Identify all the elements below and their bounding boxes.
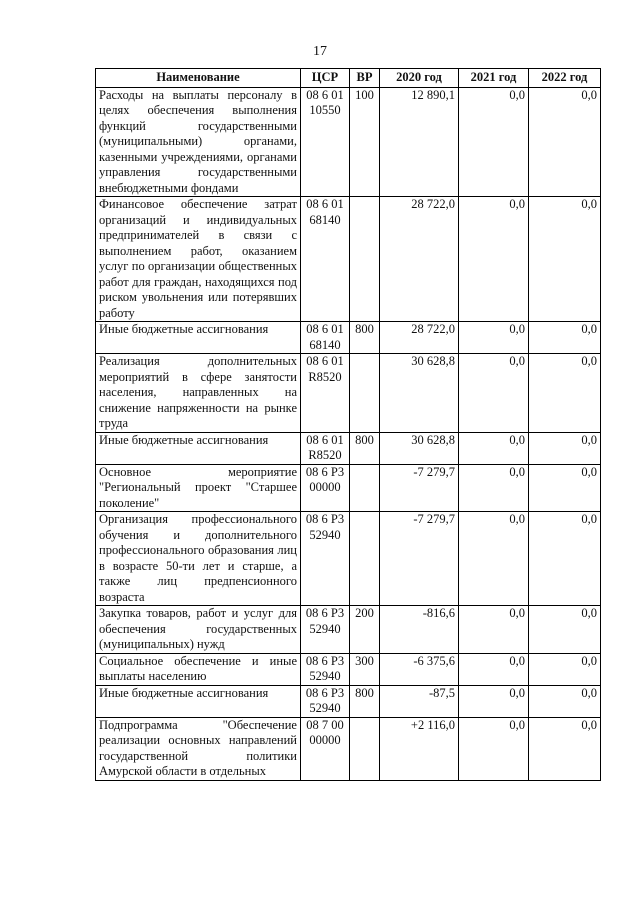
row-csr: 08 6 P3 52940 — [301, 606, 350, 654]
row-csr: 08 6 01 68140 — [301, 197, 350, 322]
row-name: Организация профессионального обучения и дополнительного профессионального образования лиц в возрасте 50-ти лет и старше, а также лиц предпенсионного возраста — [96, 512, 301, 606]
table-row — [96, 322, 601, 354]
row-csr: 08 6 01 10550 — [301, 87, 350, 197]
row-vr: 800 — [350, 322, 380, 354]
row-csr: 08 6 P3 00000 — [301, 464, 350, 512]
row-2020: 28 722,0 — [380, 197, 459, 322]
table-header-row — [96, 69, 601, 88]
row-2021: 0,0 — [459, 685, 529, 717]
row-csr: 08 6 01 R8520 — [301, 432, 350, 464]
row-csr: 08 6 P3 52940 — [301, 512, 350, 606]
row-2020: -87,5 — [380, 685, 459, 717]
table-row — [96, 197, 601, 322]
row-vr: 200 — [350, 606, 380, 654]
row-name: Подпрограмма "Обеспечение реализации основных направлений государственной политики Амурской области в отдельных — [96, 717, 301, 780]
row-csr: 08 6 P3 52940 — [301, 685, 350, 717]
budget-table — [95, 68, 601, 781]
row-2022: 0,0 — [529, 512, 601, 606]
header-name: Наименование — [96, 69, 301, 88]
row-2022: 0,0 — [529, 717, 601, 780]
row-vr: 100 — [350, 87, 380, 197]
row-name: Иные бюджетные ассигнования — [96, 685, 301, 717]
row-csr: 08 6 01 68140 — [301, 322, 350, 354]
row-vr: 800 — [350, 432, 380, 464]
row-2021: 0,0 — [459, 464, 529, 512]
row-2020: -7 279,7 — [380, 464, 459, 512]
row-name: Иные бюджетные ассигнования — [96, 432, 301, 464]
row-2022: 0,0 — [529, 464, 601, 512]
row-vr: 300 — [350, 653, 380, 685]
row-name: Иные бюджетные ассигнования — [96, 322, 301, 354]
row-csr: 08 6 01 R8520 — [301, 354, 350, 433]
row-name: Закупка товаров, работ и услуг для обеспечения государственных (муниципальных) нужд — [96, 606, 301, 654]
table-row — [96, 512, 601, 606]
table-row — [96, 354, 601, 433]
table-row — [96, 464, 601, 512]
row-name: Основное мероприятие "Региональный проект "Старшее поколение" — [96, 464, 301, 512]
row-name: Расходы на выплаты персоналу в целях обеспечения выполнения функций государственными (муниципальными) органами, казенными учреждениями, органами управления государственными внебюджетными фондами — [96, 87, 301, 197]
page-number: 17 — [313, 44, 327, 59]
row-2022: 0,0 — [529, 87, 601, 197]
table-row — [96, 653, 601, 685]
row-2022: 0,0 — [529, 197, 601, 322]
row-vr — [350, 197, 380, 322]
table-row — [96, 432, 601, 464]
header-2020: 2020 год — [380, 69, 459, 88]
row-name: Социальное обеспечение и иные выплаты населению — [96, 653, 301, 685]
row-2022: 0,0 — [529, 354, 601, 433]
row-2021: 0,0 — [459, 87, 529, 197]
row-name: Финансовое обеспечение затрат организаций и индивидуальных предпринимателей в связи с выполнением работ, оказанием услуг по организации общественных работ для граждан, находящихся под риском увольнения или потерявших работу — [96, 197, 301, 322]
header-2022: 2022 год — [529, 69, 601, 88]
row-2020: +2 116,0 — [380, 717, 459, 780]
table-row — [96, 685, 601, 717]
row-vr — [350, 464, 380, 512]
row-2021: 0,0 — [459, 322, 529, 354]
row-name: Реализация дополнительных мероприятий в сфере занятости населения, направленных на снижение напряженности на рынке труда — [96, 354, 301, 433]
row-2022: 0,0 — [529, 685, 601, 717]
row-2021: 0,0 — [459, 197, 529, 322]
row-2020: -6 375,6 — [380, 653, 459, 685]
row-vr — [350, 512, 380, 606]
row-2020: -7 279,7 — [380, 512, 459, 606]
table-row — [96, 87, 601, 197]
row-2020: 30 628,8 — [380, 432, 459, 464]
row-vr: 800 — [350, 685, 380, 717]
header-vr: ВР — [350, 69, 380, 88]
table-row — [96, 717, 601, 780]
row-2021: 0,0 — [459, 512, 529, 606]
row-vr — [350, 717, 380, 780]
header-csr: ЦСР — [301, 69, 350, 88]
row-2021: 0,0 — [459, 653, 529, 685]
row-2022: 0,0 — [529, 606, 601, 654]
row-2021: 0,0 — [459, 717, 529, 780]
row-csr: 08 7 00 00000 — [301, 717, 350, 780]
row-2022: 0,0 — [529, 322, 601, 354]
row-2022: 0,0 — [529, 653, 601, 685]
row-2020: -816,6 — [380, 606, 459, 654]
row-2021: 0,0 — [459, 432, 529, 464]
header-2021: 2021 год — [459, 69, 529, 88]
row-2022: 0,0 — [529, 432, 601, 464]
row-csr: 08 6 P3 52940 — [301, 653, 350, 685]
row-2020: 12 890,1 — [380, 87, 459, 197]
row-vr — [350, 354, 380, 433]
row-2020: 30 628,8 — [380, 354, 459, 433]
row-2020: 28 722,0 — [380, 322, 459, 354]
row-2021: 0,0 — [459, 606, 529, 654]
table-row — [96, 606, 601, 654]
row-2021: 0,0 — [459, 354, 529, 433]
